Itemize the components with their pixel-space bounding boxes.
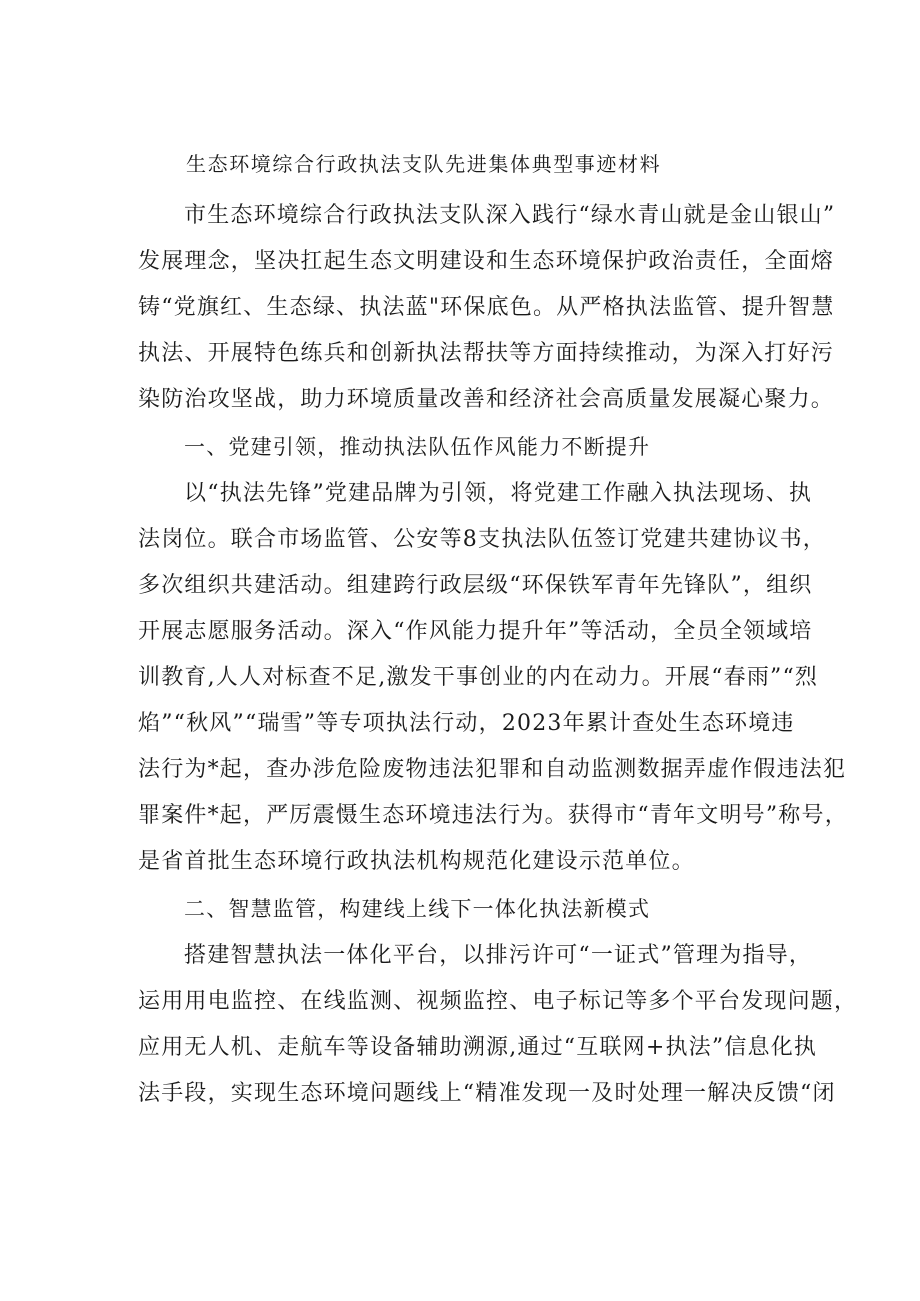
paragraph-line: 法岗位。联合市场监管、公安等8支执法队伍签订党建共建协议书，: [138, 527, 826, 552]
paragraph-line: 法手段，实现生态环境问题线上“精准发现一及时处理一解决反馈“闭: [138, 1081, 836, 1106]
paragraph-line: 执法、开展特色练兵和创新执法帮扶等方面持续推动，为深入打好污: [138, 341, 835, 366]
paragraph-line: 运用用电监控、在线监测、视频监控、电子标记等多个平台发现问题，: [138, 989, 858, 1014]
document-title: 生态环境综合行政执法支队先进集体典型事迹材料: [186, 152, 662, 176]
paragraph-line: 铸“党旗红、生态绿、执法蓝"环保底色。从严格执法监管、提升智慧: [138, 295, 835, 320]
section-heading: 一、党建引领，推动执法队伍作风能力不断提升: [184, 435, 651, 459]
paragraph-line: 是省首批生态环境行政执法机构规范化建设示范单位。: [138, 849, 695, 874]
paragraph-line: 法行为*起，查办涉危险废物违法犯罪和自动监测数据弄虚作假违法犯: [138, 757, 847, 782]
paragraph-line: 以“执法先锋”党建品牌为引领，将党建工作融入执法现场、执: [184, 481, 813, 506]
paragraph-line: 发展理念，坚决扛起生态文明建设和生态环境保护政治责任，全面熔: [138, 249, 835, 274]
paragraph-line: 开展志愿服务活动。深入“作风能力提升年”等活动，全员全领域培: [138, 619, 813, 644]
paragraph-line: 焰”“秋风”“瑞雪”等专项执法行动，2023年累计查处生态环境违: [138, 711, 795, 736]
paragraph-line: 应用无人机、走航车等设备辅助溯源,通过“互联网+执法”信息化执: [138, 1035, 818, 1060]
section-heading: 二、智慧监管，构建线上线下一体化执法新模式: [184, 897, 651, 921]
paragraph-line: 罪案件*起，严厉震慑生态环境违法行为。获得市“青年文明号”称号，: [138, 803, 848, 828]
paragraph-line: 搭建智慧执法一体化平台，以排污许可“一证式”管理为指导，: [184, 943, 813, 968]
paragraph-line: 训教育,人人对标查不足,激发干事创业的内在动力。开展“春雨”“烈: [138, 665, 819, 690]
paragraph-line: 多次组织共建活动。组建跨行政层级“环保铁军青年先锋队”，组织: [138, 573, 813, 598]
paragraph-line: 染防治攻坚战，助力环境质量改善和经济社会高质量发展凝心聚力。: [138, 387, 835, 412]
paragraph-line: 市生态环境综合行政执法支队深入践行“绿水青山就是金山银山”: [184, 203, 836, 228]
